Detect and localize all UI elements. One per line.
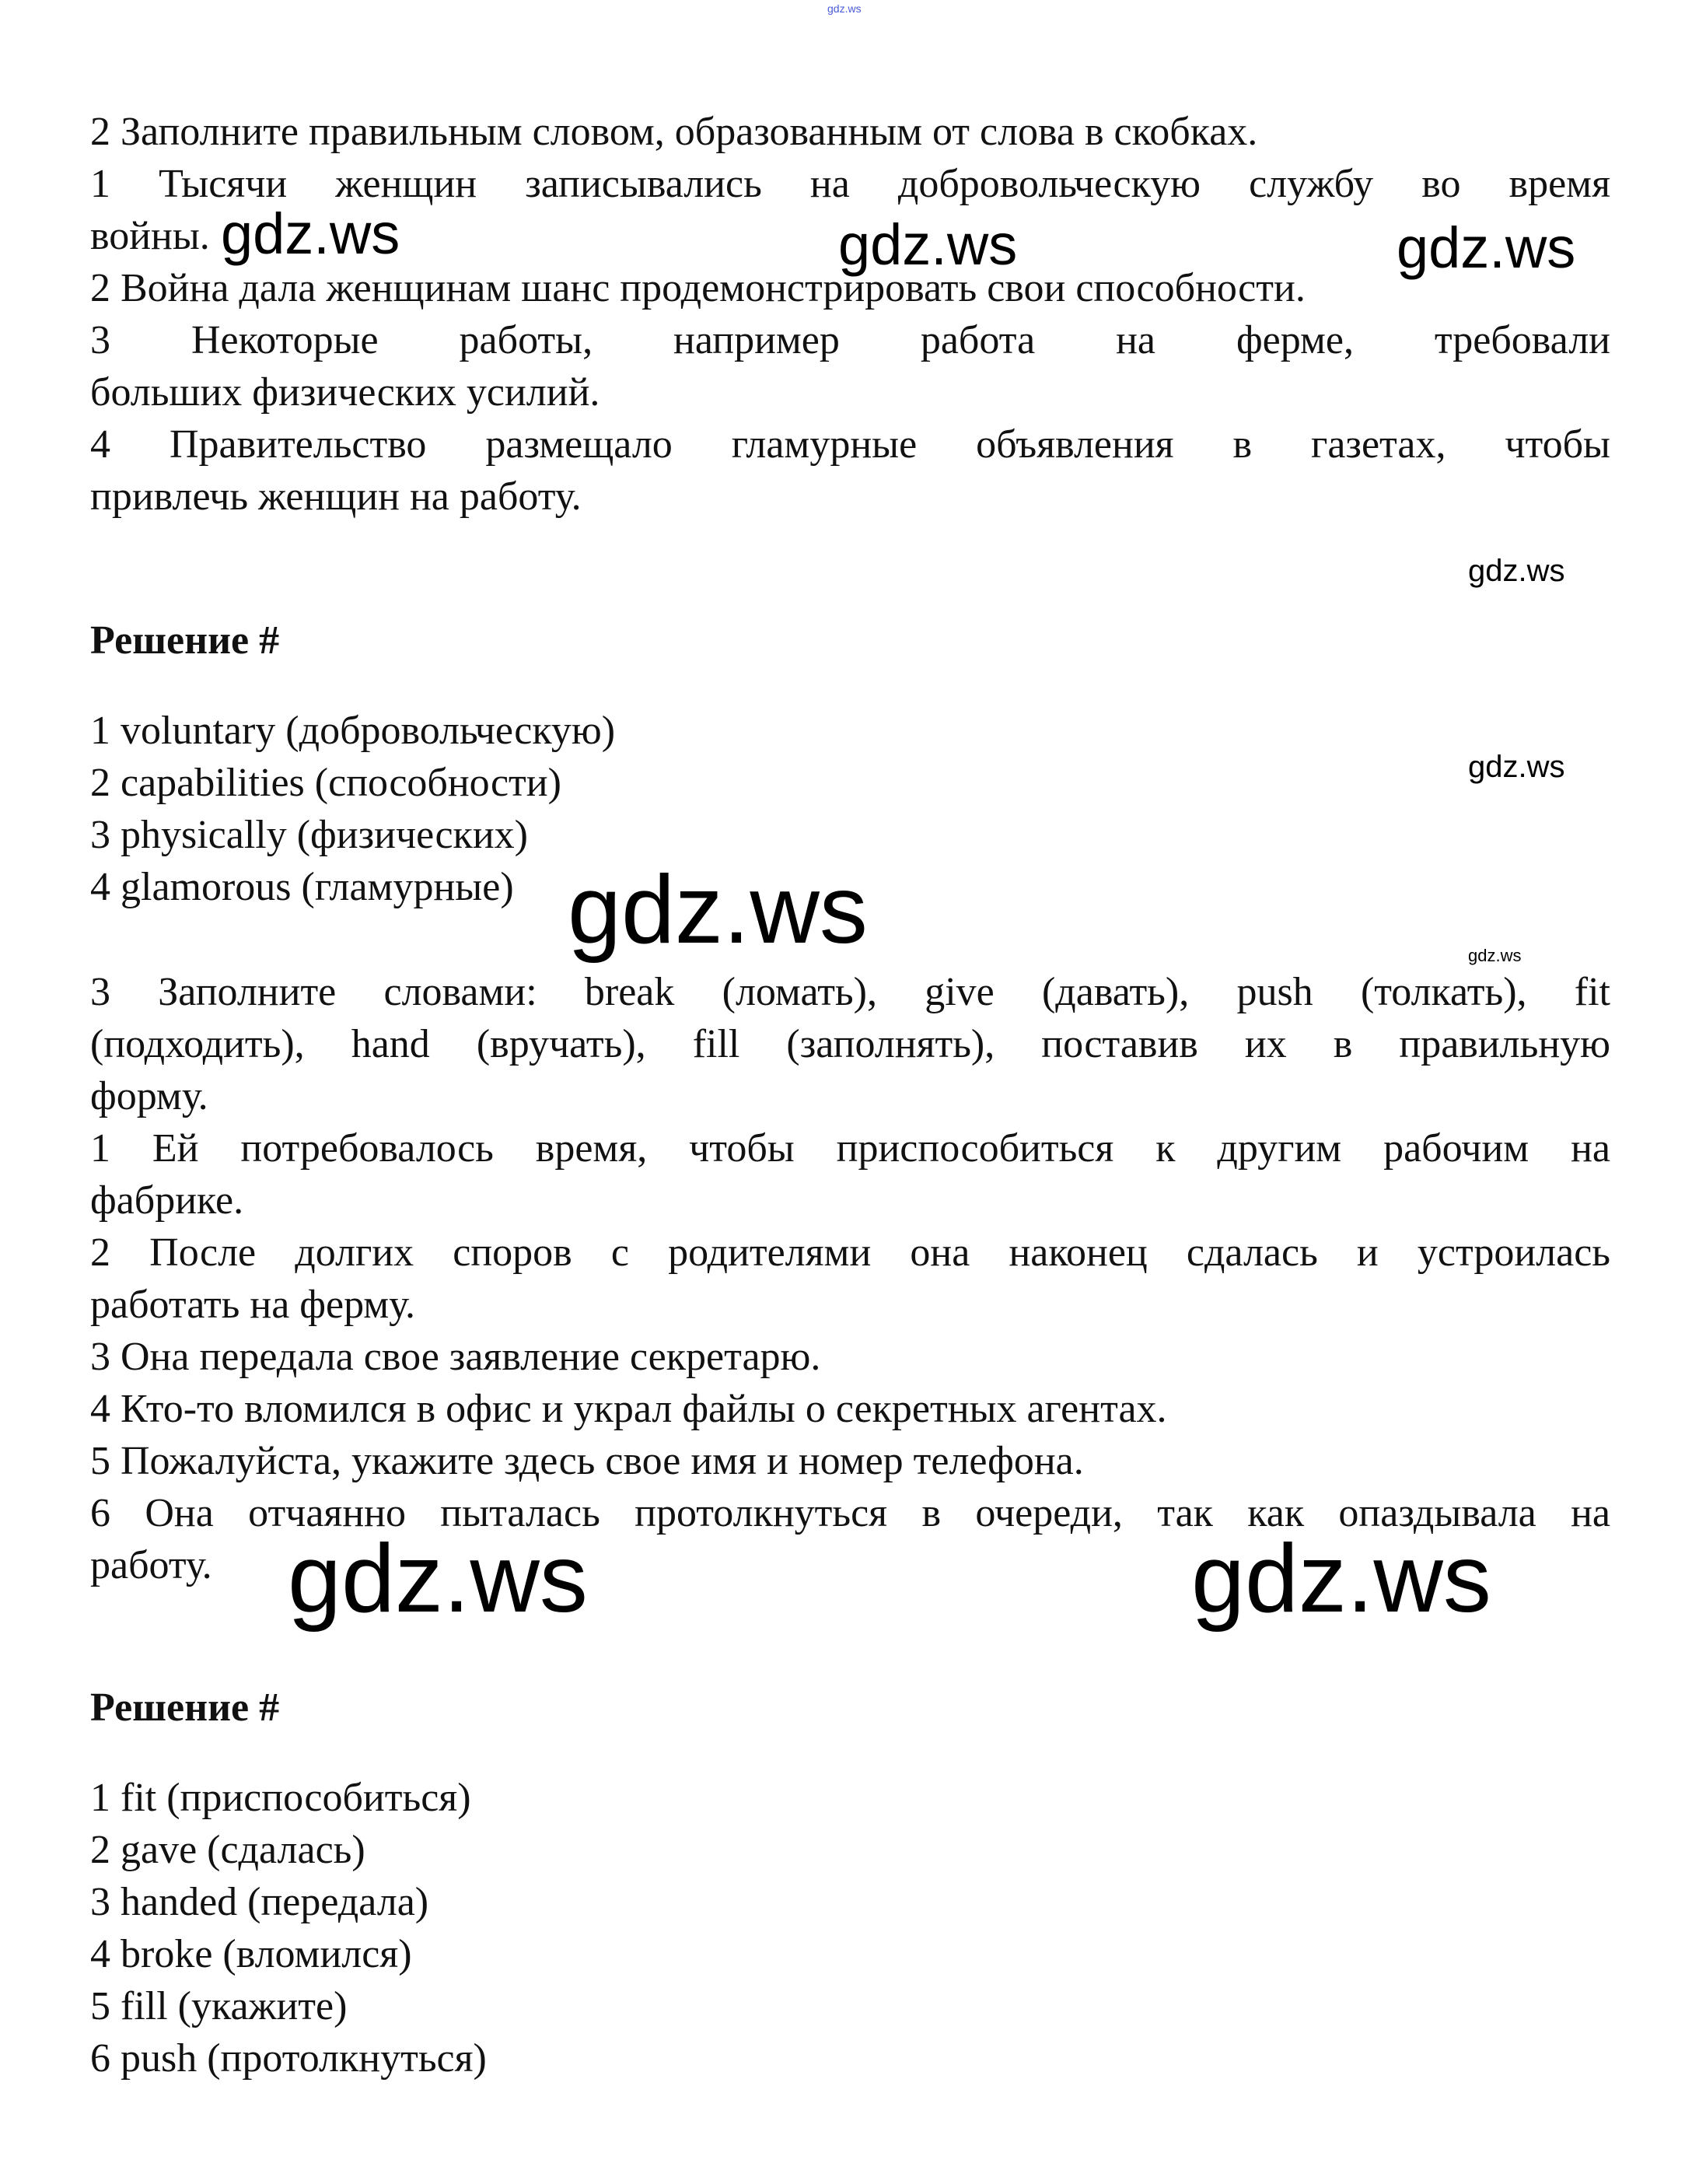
solution2-answer1: 1 fit (приспособиться) — [90, 1776, 471, 1820]
task2-item4-line2: привлечь женщин на работу. — [90, 474, 582, 519]
task3-item3: 3 Она передала свое заявление секретарю. — [90, 1335, 821, 1379]
task2-item1-line2: войны. — [90, 214, 210, 258]
task2-instruction: 2 Заполните правильным словом, образованным от слова в скобках. — [90, 110, 1258, 154]
solution1-heading: Решение # — [90, 618, 280, 663]
watermark-5: gdz.ws — [1468, 750, 1565, 784]
task3-item1-line1: 1 Ей потребовалось время, чтобы приспособиться к другим рабочим на — [90, 1126, 1610, 1171]
task3-item5: 5 Пожалуйста, укажите здесь свое имя и номер телефона. — [90, 1439, 1084, 1483]
watermark-6: gdz.ws — [568, 856, 868, 964]
solution1-answer3: 3 physically (физических) — [90, 813, 528, 857]
task2-item2: 2 Война дала женщинам шанс продемонстрировать свои способности. — [90, 266, 1306, 310]
task3-item6-line1: 6 Она отчаянно пыталась протолкнуться в очереди, так как опаздывала на — [90, 1491, 1610, 1535]
solution2-answer6: 6 push (протолкнуться) — [90, 2036, 487, 2081]
watermark-8: gdz.ws — [288, 1525, 588, 1633]
task2-item4-line1: 4 Правительство размещало гламурные объявления в газетах, чтобы — [90, 422, 1610, 467]
solution2-answer3: 3 handed (передала) — [90, 1880, 429, 1924]
solution2-heading: Решение # — [90, 1685, 280, 1730]
solution1-answer2: 2 capabilities (способности) — [90, 761, 561, 805]
task3-instruction-line3: форму. — [90, 1074, 208, 1118]
solution1-answer4: 4 glamorous (гламурные) — [90, 865, 514, 909]
watermark-9: gdz.ws — [1191, 1525, 1491, 1633]
solution2-answer4: 4 broke (вломился) — [90, 1932, 412, 1976]
task3-instruction-line1: 3 Заполните словами: break (ломать), give (давать), push (толкать), fit — [90, 970, 1610, 1014]
solution1-answer1: 1 voluntary (добровольческую) — [90, 709, 616, 753]
watermark-top-tiny: gdz.ws — [827, 2, 862, 15]
task3-item1-line2: фабрике. — [90, 1178, 244, 1223]
task3-item6-line2: работу. — [90, 1543, 212, 1587]
watermark-7: gdz.ws — [1468, 946, 1522, 965]
watermark-3: gdz.ws — [1397, 215, 1576, 280]
task2-item3-line2: больших физических усилий. — [90, 370, 600, 415]
task3-instruction-line2: (подходить), hand (вручать), fill (заполнять), поставив их в правильную — [90, 1022, 1610, 1066]
task2-item1-line1: 1 Тысячи женщин записывались на добровольческую службу во время — [90, 162, 1610, 206]
task3-item2-line2: работать на ферму. — [90, 1283, 415, 1327]
watermark-2: gdz.ws — [838, 212, 1018, 277]
task3-item4: 4 Кто-то вломился в офис и украл файлы о секретных агентах. — [90, 1387, 1167, 1431]
task3-item2-line1: 2 После долгих споров с родителями она наконец сдалась и устроилась — [90, 1230, 1610, 1275]
watermark-4: gdz.ws — [1468, 554, 1565, 588]
solution2-answer2: 2 gave (сдалась) — [90, 1828, 365, 1872]
task2-item3-line1: 3 Некоторые работы, например работа на ферме, требовали — [90, 318, 1610, 362]
solution2-answer5: 5 fill (укажите) — [90, 1984, 348, 2028]
watermark-1: gdz.ws — [221, 201, 400, 266]
